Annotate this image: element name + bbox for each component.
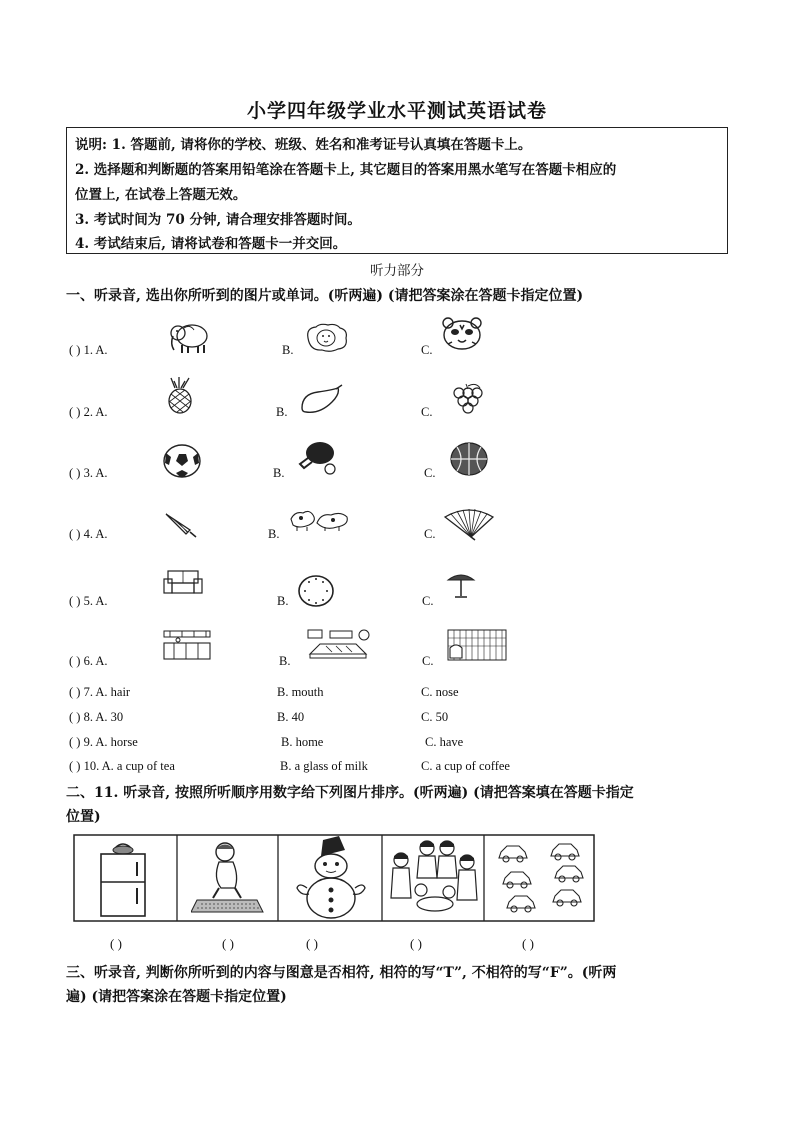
question-label[interactable]: ( ) 1. A. bbox=[69, 343, 108, 357]
lamp-icon bbox=[444, 570, 478, 600]
question-label[interactable]: ( ) 9. A. horse bbox=[69, 735, 138, 749]
option-c-label: C. bbox=[424, 466, 436, 480]
clock-icon bbox=[296, 574, 336, 608]
option-c: C. have bbox=[425, 735, 464, 749]
section2-heading: 二、11. 听录音, 按照所听顺序用数字给下列图片排序。(听两遍) (请把答案填在答题卡指定 bbox=[66, 785, 634, 801]
tiger-icon bbox=[440, 316, 484, 352]
kitchen-icon bbox=[162, 629, 212, 661]
boy-on-mat-icon bbox=[191, 838, 267, 926]
question-label[interactable]: ( ) 4. A. bbox=[69, 527, 108, 541]
instruction-line: 2. 选择题和判断题的答案用铅笔涂在答题卡上, 其它题目的答案用黑水笔写在答题卡相应的 bbox=[75, 162, 617, 178]
question-label[interactable]: ( ) 7. A. hair bbox=[69, 685, 131, 699]
section2-heading-cont: 位置) bbox=[66, 809, 101, 825]
option-c: C. nose bbox=[421, 685, 459, 699]
option-c-label: C. bbox=[421, 405, 433, 419]
option-c: C. 50 bbox=[421, 710, 449, 724]
option-b-label: B. bbox=[273, 466, 285, 480]
option-c-label: C. bbox=[424, 527, 436, 541]
question-label[interactable]: ( ) 8. A. 30 bbox=[69, 710, 124, 724]
instruction-line: 3. 考试时间为 70 分钟, 请合理安排答题时间。 bbox=[75, 212, 361, 228]
lion-icon bbox=[304, 322, 350, 354]
option-c-label: C. bbox=[421, 343, 433, 357]
toy-cars-icon bbox=[497, 840, 589, 928]
part-title: 听力部分 bbox=[370, 263, 424, 279]
page-title: 小学四年级学业水平测试英语试卷 bbox=[246, 100, 547, 122]
option-b-label: B. bbox=[282, 343, 294, 357]
order-blank[interactable]: ( ) bbox=[306, 936, 318, 951]
section3-heading: 三、听录音, 判断你所听到的内容与图意是否相符, 相符的写“T”, 不相符的写“F”。(听两 bbox=[66, 965, 617, 981]
snowman-icon bbox=[293, 836, 369, 924]
instructions-box bbox=[66, 127, 728, 254]
question-label[interactable]: ( ) 3. A. bbox=[69, 466, 108, 480]
option-b: B. home bbox=[281, 735, 324, 749]
option-b: B. a glass of milk bbox=[280, 759, 368, 773]
picture-strip bbox=[73, 834, 595, 922]
question-label[interactable]: ( ) 6. A. bbox=[69, 654, 108, 668]
toy-animals-icon bbox=[287, 505, 351, 533]
order-blank[interactable]: ( ) bbox=[110, 936, 122, 951]
option-c-label: C. bbox=[422, 654, 434, 668]
soccer-ball-icon bbox=[162, 443, 202, 479]
grapes-icon bbox=[450, 382, 486, 414]
option-b-label: B. bbox=[276, 405, 288, 419]
fridge-icon bbox=[93, 838, 153, 926]
section1-heading: 一、听录音, 选出你所听到的图片或单词。(听两遍) (请把答案涂在答题卡指定位置) bbox=[66, 288, 584, 304]
bathroom-icon bbox=[446, 628, 508, 662]
instruction-line: 4. 考试结束后, 请将试卷和答题卡一并交回。 bbox=[75, 236, 347, 252]
basketball-icon bbox=[449, 441, 489, 477]
question-label[interactable]: ( ) 5. A. bbox=[69, 594, 108, 608]
option-b: B. 40 bbox=[277, 710, 305, 724]
option-b-label: B. bbox=[277, 594, 289, 608]
order-blank[interactable]: ( ) bbox=[410, 936, 422, 951]
section3-heading-cont: 遍) (请把答案涂在答题卡指定位置) bbox=[66, 989, 287, 1005]
option-b: B. mouth bbox=[277, 685, 324, 699]
mango-icon bbox=[298, 384, 344, 414]
order-blank[interactable]: ( ) bbox=[522, 936, 534, 951]
elephant-icon bbox=[168, 320, 214, 354]
option-c-label: C. bbox=[422, 594, 434, 608]
pineapple-icon bbox=[163, 376, 199, 414]
question-label[interactable]: ( ) 10. A. a cup of tea bbox=[69, 759, 175, 773]
instruction-line: 说明: 1. 答题前, 请将你的学校、班级、姓名和准考证号认真填在答题卡上。 bbox=[75, 137, 532, 153]
ping-pong-paddle-icon bbox=[296, 440, 340, 476]
instruction-line: 位置上, 在试卷上答题无效。 bbox=[75, 187, 247, 203]
option-b-label: B. bbox=[268, 527, 280, 541]
bedroom-icon bbox=[306, 628, 376, 660]
option-b-label: B. bbox=[279, 654, 291, 668]
order-blank[interactable]: ( ) bbox=[222, 936, 234, 951]
question-label[interactable]: ( ) 2. A. bbox=[69, 405, 108, 419]
family-party-icon bbox=[387, 838, 481, 926]
folding-fan-icon bbox=[441, 507, 497, 541]
closed-umbrella-icon bbox=[160, 510, 200, 540]
sofa-icon bbox=[162, 569, 204, 597]
option-c: C. a cup of coffee bbox=[421, 759, 510, 773]
